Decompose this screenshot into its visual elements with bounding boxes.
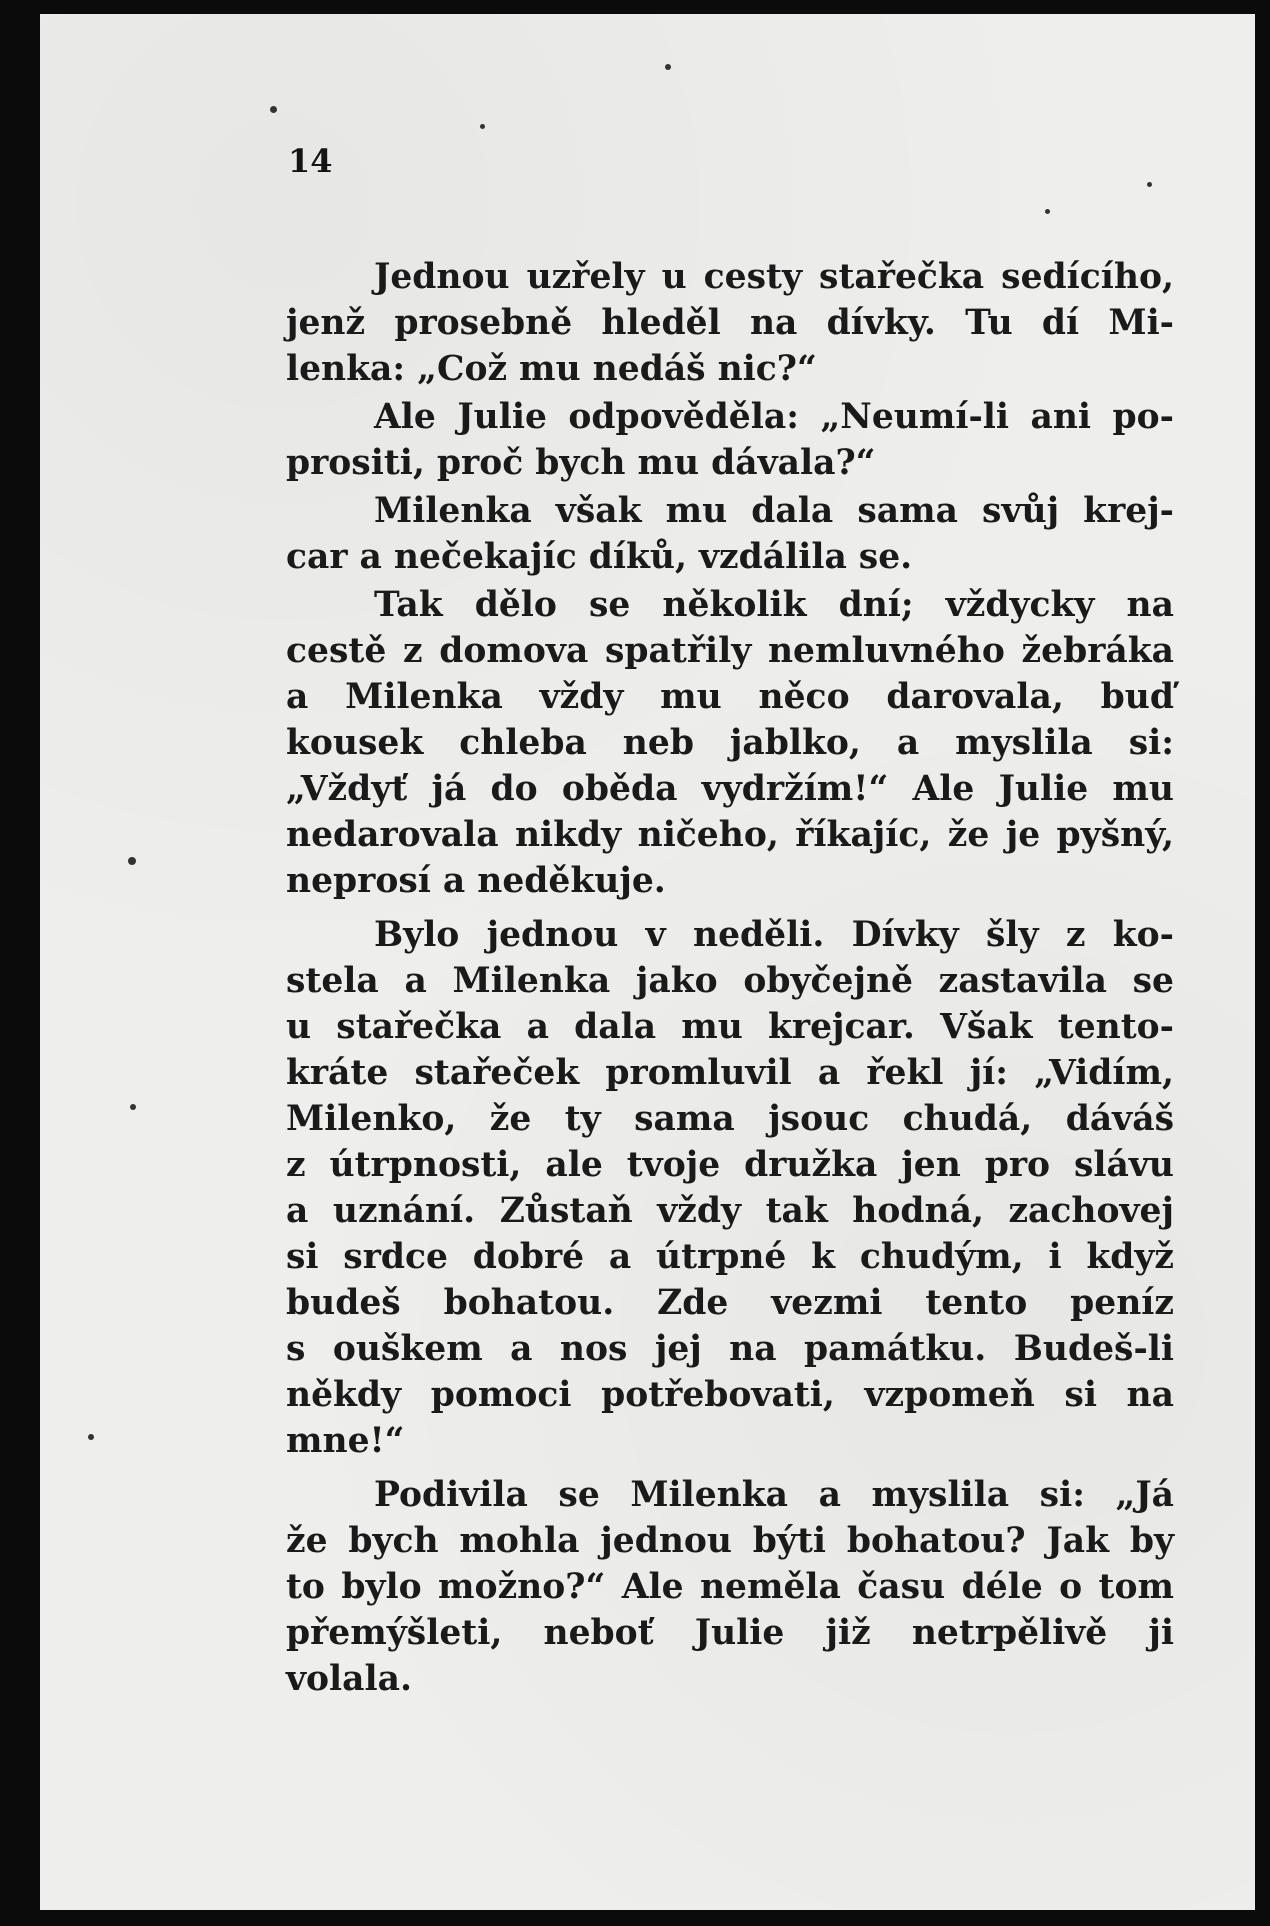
body-text [286,254,1174,1704]
text-line: cestě z domova spatřily nemluvného žebráka [286,631,1174,671]
text-line: prositi, proč bych mu dávala?“ [286,443,876,483]
text-line: mne!“ [286,1421,405,1461]
text-line: jenž prosebně hleděl na dívky. Tu dí Mi- [286,303,1174,343]
text-line: Podivila se Milenka a myslila si: „Já [374,1475,1174,1515]
scan-speck [1045,209,1050,214]
text-line: Jednou uzřely u cesty stařečka sedícího, [374,257,1174,297]
text-line: car a nečekajíc díků, vzdálila se. [286,537,913,577]
text-line: kousek chleba neb jablko, a myslila si: [286,723,1174,763]
text-line: a uznání. Zůstaň vždy tak hodná, zachovej [286,1191,1174,1231]
text-line: lenka: „Což mu nedáš nic?“ [286,349,817,389]
text-line: že bych mohla jednou býti bohatou? Jak by [286,1521,1174,1561]
text-line: Milenka však mu dala sama svůj krej- [374,491,1174,531]
scan-speck [665,64,671,70]
scanned-page [40,14,1255,1910]
text-line: neprosí a neděkuje. [286,861,666,901]
paragraph [286,488,1174,580]
text-line: z útrpnosti, ale tvoje družka jen pro slávu [286,1145,1174,1185]
text-line: to bylo možno?“ Ale neměla času déle o tom [286,1567,1174,1607]
scan-speck [480,124,485,129]
text-line: „Vždyť já do oběda vydržím!“ Ale Julie mu [286,769,1174,809]
text-line: Milenko, že ty sama jsouc chudá, dáváš [286,1099,1174,1139]
text-line: nedarovala nikdy ničeho, říkajíc, že je pyšný, [286,815,1174,855]
text-line: stela a Milenka jako obyčejně zastavila se [286,961,1174,1001]
scan-speck [1147,182,1152,187]
paragraph [286,912,1174,1464]
text-line: budeš bohatou. Zde vezmi tento peníz [286,1283,1174,1323]
text-line: s ouškem a nos jej na památku. Budeš-li [286,1329,1174,1369]
text-line: a Milenka vždy mu něco darovala, buď [286,677,1174,717]
scan-speck [130,1104,136,1110]
text-line: někdy pomoci potřebovati, vzpomeň si na [286,1375,1174,1415]
text-line: Tak dělo se několik dní; vždycky na [374,585,1174,625]
text-line: Ale Julie odpověděla: „Neumí-li ani po- [374,397,1174,437]
text-line: kráte stařeček promluvil a řekl jí: „Vidím, [286,1053,1174,1093]
paragraph [286,1472,1174,1702]
paragraph [286,254,1174,392]
paragraph [286,394,1174,486]
text-line: u stařečka a dala mu krejcar. Však tento- [286,1007,1174,1047]
text-line: si srdce dobré a útrpné k chudým, i když [286,1237,1174,1277]
scan-speck [270,106,277,113]
page-number: 14 [288,142,333,180]
scan-speck [128,857,136,865]
text-line: volala. [286,1659,412,1699]
text-line: přemýšleti, neboť Julie již netrpělivě ji [286,1613,1174,1653]
text-line: Bylo jednou v neděli. Dívky šly z ko- [374,915,1174,955]
scan-speck [88,1434,94,1440]
paragraph [286,582,1174,904]
